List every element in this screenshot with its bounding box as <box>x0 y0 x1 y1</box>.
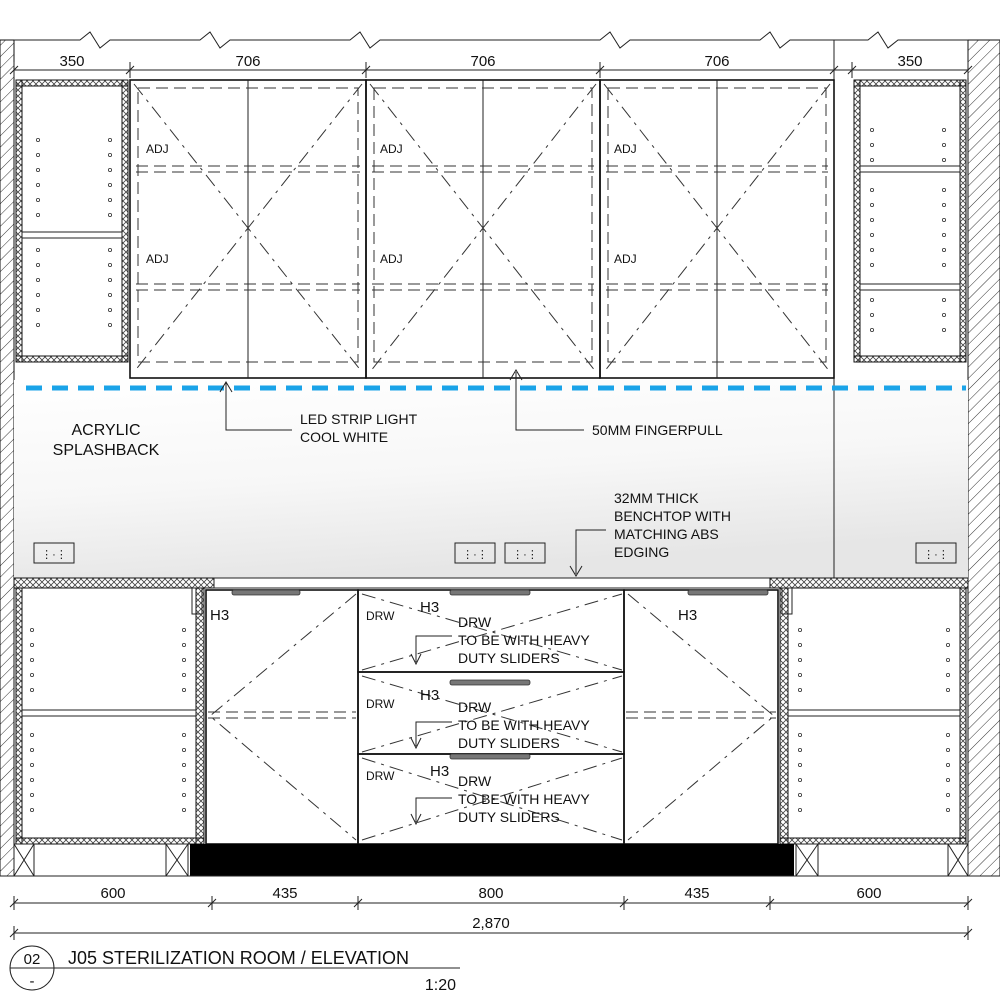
lower-left-cabinet <box>16 588 204 844</box>
upper-cabinet-2 <box>366 80 600 378</box>
upper-cabinet-3 <box>600 80 834 378</box>
overall-dimension-line <box>10 915 972 940</box>
adj-label: ADJ <box>380 142 403 156</box>
led-label: COOL WHITE <box>300 429 389 445</box>
benchtop-label: EDGING <box>614 544 670 560</box>
dim-top-3: 706 <box>470 53 496 70</box>
handle <box>232 590 300 595</box>
bottom-dimension-line <box>10 885 972 910</box>
led-label: LED STRIP LIGHT <box>300 411 418 427</box>
drawing-scale: 1:20 <box>424 977 456 994</box>
ceiling-break-line <box>14 32 968 48</box>
svg-text:⋮·⋮: ⋮·⋮ <box>41 549 67 561</box>
handle <box>450 754 530 759</box>
sheet-number: - <box>29 973 35 990</box>
right-wall <box>968 40 1000 876</box>
drawer-note: DRW <box>458 699 492 715</box>
left-wall <box>0 40 14 876</box>
handle-label: H3 <box>420 599 440 616</box>
svg-text:⋮·⋮: ⋮·⋮ <box>923 549 949 561</box>
upper-cabinet-1 <box>130 80 366 378</box>
left-upper-shelf-cabinet <box>16 80 128 362</box>
dim-top-4: 706 <box>704 53 730 70</box>
benchtop <box>14 578 968 588</box>
acrylic-splashback <box>14 380 968 578</box>
drawer-note: DRW <box>458 773 492 789</box>
lower-left-door <box>206 590 358 844</box>
drawer-note: TO BE WITH HEAVY <box>458 717 590 733</box>
dim-bottom-1: 600 <box>100 885 126 902</box>
dim-bottom-4: 435 <box>684 885 710 902</box>
handle <box>688 590 768 595</box>
drawer-top <box>358 590 624 672</box>
drw-label: DRW <box>366 609 395 623</box>
lower-right-cabinet <box>780 588 966 844</box>
handle <box>450 590 530 595</box>
dim-top-5: 350 <box>897 53 923 70</box>
svg-text:⋮·⋮: ⋮·⋮ <box>462 549 488 561</box>
dim-bottom-5: 600 <box>856 885 882 902</box>
drw-label: DRW <box>366 697 395 711</box>
fingerpull-label: 50MM FINGERPULL <box>592 422 723 438</box>
adj-label: ADJ <box>146 142 169 156</box>
title-block <box>10 946 460 994</box>
dim-top-1: 350 <box>59 53 85 70</box>
drawer-note: DRW <box>458 614 492 630</box>
handle <box>450 680 530 685</box>
dim-bottom-3: 800 <box>478 885 504 902</box>
lower-right-door <box>624 590 778 844</box>
drw-label: DRW <box>366 769 395 783</box>
drawer-middle <box>358 672 624 754</box>
handle-label: H3 <box>678 607 698 624</box>
handle-label: H3 <box>210 607 230 624</box>
kickboard <box>0 844 1000 876</box>
splashback-label: ACRYLIC <box>71 422 141 439</box>
right-upper-shelf-cabinet <box>854 80 966 362</box>
adj-label: ADJ <box>380 252 403 266</box>
drawer-note: DUTY SLIDERS <box>458 735 560 751</box>
benchtop-label: BENCHTOP WITH <box>614 508 731 524</box>
adj-label: ADJ <box>614 142 637 156</box>
splashback-label: SPLASHBACK <box>52 442 160 459</box>
drawer-note: DUTY SLIDERS <box>458 650 560 666</box>
top-dimension-line <box>10 53 972 78</box>
dim-bottom-2: 435 <box>272 885 298 902</box>
drawing-number: 02 <box>23 951 41 968</box>
dim-top-2: 706 <box>235 53 261 70</box>
svg-text:⋮·⋮: ⋮·⋮ <box>512 549 538 561</box>
benchtop-label: 32MM THICK <box>614 490 699 506</box>
adj-label: ADJ <box>146 252 169 266</box>
dim-overall: 2,870 <box>472 915 510 932</box>
adj-label: ADJ <box>614 252 637 266</box>
drawer-note: DUTY SLIDERS <box>458 809 560 825</box>
handle-label: H3 <box>420 687 440 704</box>
handle-label: H3 <box>430 763 450 780</box>
drawer-bottom <box>358 754 624 844</box>
drawing-title: J05 STERILIZATION ROOM / ELEVATION <box>68 948 410 968</box>
drawer-note: TO BE WITH HEAVY <box>458 632 590 648</box>
drawer-note: TO BE WITH HEAVY <box>458 791 590 807</box>
benchtop-label: MATCHING ABS <box>614 526 719 542</box>
